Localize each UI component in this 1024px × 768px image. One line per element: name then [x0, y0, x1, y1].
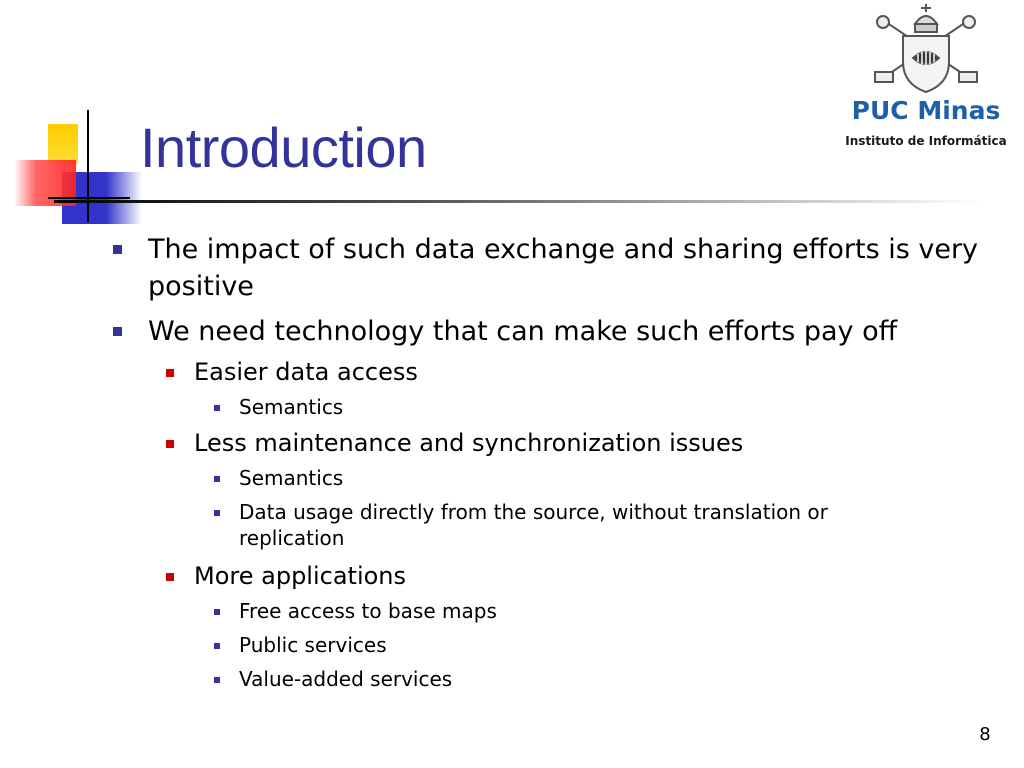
bullet-item — [148, 313, 998, 350]
bullet-square-icon — [214, 510, 220, 516]
bullet-text: Public services — [239, 633, 387, 657]
bullet-text: The impact of such data exchange and sharing efforts is very positive — [148, 234, 979, 302]
sub-sub-bullet-item — [239, 465, 939, 491]
sub-bullet-item — [194, 427, 994, 460]
bullet-text: We need technology that can make such efforts pay off — [148, 316, 898, 347]
bullet-text: Value-added services — [239, 667, 453, 691]
title-divider — [54, 200, 984, 203]
sub-sub-bullet-item — [239, 598, 939, 624]
slide-title: Introduction — [140, 116, 427, 179]
bullet-item — [148, 231, 998, 305]
bullet-text: Data usage directly from the source, without translation or replication — [239, 500, 828, 550]
sub-sub-bullet-item — [239, 632, 939, 658]
bullet-text: Free access to base maps — [239, 599, 497, 623]
logo-name: PUC Minas — [851, 96, 1001, 125]
sub-bullet-item — [194, 560, 994, 593]
coat-of-arms-icon — [871, 0, 981, 96]
logo-subtitle: Instituto de Informática — [845, 134, 1007, 148]
bullet-text: Semantics — [239, 466, 344, 490]
bullet-square-icon — [214, 476, 220, 482]
bullet-text: Easier data access — [194, 358, 418, 386]
bullet-text: More applications — [194, 562, 407, 590]
bullet-square-icon — [214, 643, 220, 649]
bullet-text: Less maintenance and synchronization issues — [194, 429, 744, 457]
bullet-square-icon — [166, 369, 174, 377]
bullet-text: Semantics — [239, 395, 344, 419]
bullet-square-icon — [214, 405, 220, 411]
bullet-square-icon — [113, 245, 122, 254]
bullet-square-icon — [166, 440, 174, 448]
puc-minas-logo — [838, 0, 1018, 160]
bullet-square-icon — [214, 609, 220, 615]
page-number: 8 — [979, 724, 991, 745]
bullet-square-icon — [113, 327, 122, 336]
sub-sub-bullet-item — [239, 499, 939, 551]
sub-sub-bullet-item — [239, 394, 939, 420]
sub-sub-bullet-item — [239, 666, 939, 692]
sub-bullet-item — [194, 356, 994, 389]
bullet-square-icon — [166, 573, 174, 581]
bullet-square-icon — [214, 677, 220, 683]
